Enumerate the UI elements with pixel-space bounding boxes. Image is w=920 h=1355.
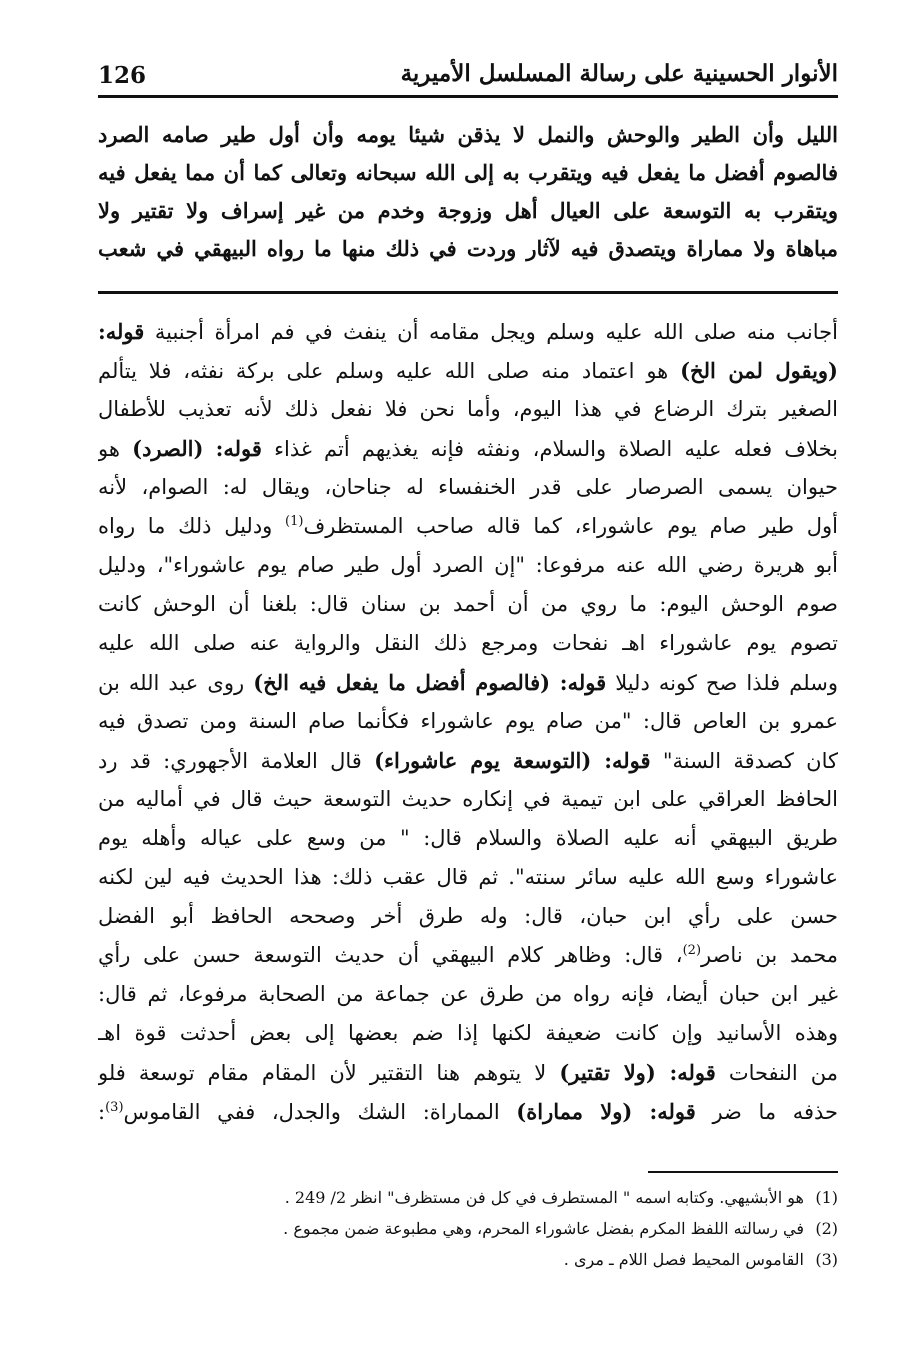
footnote-marker: (3) [105,1100,124,1115]
footnote-separator-rule [648,1171,838,1173]
commentary-segment: غير ابن حبان أيضا، فإنه رواه من طرق عن جماعة من الصحابة مرفوعا، ثم قال: [98,982,838,1006]
commentary-segment: ودليل ذلك ما رواه [98,514,273,538]
commentary-segment: كان كصدقة السنة" [662,749,838,773]
commentary-line [98,741,838,780]
commentary-keyword: قوله: (ولا مماراة) [516,1099,696,1124]
commentary-line [98,312,838,351]
commentary-line [98,546,838,585]
commentary-line [98,1053,838,1092]
commentary-line [98,351,838,390]
commentary-segment: ، قال: وظاهر كلام البيهقي أن حديث التوسعة حسن على رأي [98,943,683,967]
commentary-text [98,312,838,1131]
commentary-line [98,624,838,663]
footnote-number: (2) [815,1219,838,1238]
commentary-segment: صوم الوحش اليوم: ما روي من أن أحمد بن سنان قال: بلغنا أن الوحش كانت [98,592,838,616]
commentary-segment: عاشوراء وسع الله عليه سائر سنته". ثم قال عقب ذلك: هذا الحديث فيه لين لكنه [98,865,838,889]
commentary-segment: هو اعتماد منه صلى الله عليه وسلم على بركة نفثه، فلا يتألم [98,359,669,383]
commentary-line [98,1014,838,1053]
footnotes [98,1182,838,1275]
commentary-segment: قال العلامة الأجهوري: قد رد [98,749,362,773]
matn-line: ويتقرب به التوسعة على العيال أهل وزوجة وخدم من غير إسراف ولا تقتير ولا [98,198,838,223]
commentary-segment: بخلاف فعله عليه الصلاة والسلام، ونفثه فإنه يغذيهم أتم غذاء [274,437,838,461]
footnote-marker: (1) [285,514,304,529]
footnote-item [98,1213,838,1244]
page-number: 126 [98,62,147,89]
commentary-line [98,936,838,975]
footnote-number: (1) [815,1188,838,1207]
commentary-segment: حيوان يسمى الصرصار على قدر الخنفساء له جناحان، ويقال له: الصوام، لأنه [98,475,838,499]
commentary-keyword: قوله: [98,319,145,344]
commentary-line [98,975,838,1014]
commentary-segment: وسلم فلذا صح كونه دليلا [615,671,838,695]
commentary-segment: طريق البيهقي أنه عليه الصلاة والسلام قال: " من وسع على عياله وأهله يوم [98,826,838,850]
footnote-text: في رسالته اللفظ المكرم بفضل عاشوراء المحرم، وهي مطبوعة ضمن مجموع . [283,1219,804,1238]
commentary-segment: : [98,1100,106,1124]
commentary-line [98,858,838,897]
commentary-segment: وهذه الأسانيد وإن كانت ضعيفة لكنها إذا ضم بعضها إلى بعض أحدثت قوة اهـ [98,1021,838,1045]
commentary-line [98,1092,838,1131]
footnote-text: القاموس المحيط فصل اللام ـ مرى . [563,1250,804,1269]
commentary-keyword: قوله: (التوسعة يوم عاشوراء) [374,748,651,773]
commentary-segment: لا يتوهم هنا التقتير لأن المقام مقام توسعة فلو [98,1061,547,1085]
footnote-item [98,1244,838,1275]
footnote-number: (3) [815,1250,838,1269]
commentary-line [98,468,838,507]
matn-text [98,116,838,268]
footnote-item [98,1182,838,1213]
commentary-segment: محمد بن ناصر [701,943,838,967]
commentary-segment: الحافظ العراقي على ابن تيمية في إنكاره حديث التوسعة حيث قال في أماليه من [98,787,838,811]
commentary-segment: روى عبد الله بن [98,671,245,695]
commentary-line [98,702,838,741]
matn-line: الليل وأن الطير والوحش والنمل لا يذقن شيئا يومه وأن أول طير صامه الصرد [98,122,838,147]
commentary-line [98,780,838,819]
commentary-segment: حذفه ما ضر [712,1100,838,1124]
commentary-keyword: (ويقول لمن الخ) [680,358,838,383]
commentary-segment: أبو هريرة رضي الله عنه مرفوعا: "إن الصرد أول طير صام يوم عاشوراء"، ودليل [98,553,838,577]
page-header [98,56,838,96]
commentary-segment: عمرو بن العاص قال: "من صام يوم عاشوراء فكأنما صام السنة ومن تصدق فيه [98,709,838,733]
commentary-segment: تصوم يوم عاشوراء اهـ نفحات ومرجع ذلك النقل والرواية عنه صلى الله عليه [98,631,838,655]
commentary-line [98,663,838,702]
commentary-keyword: قوله: (فالصوم أفضل ما يفعل فيه الخ) [253,670,607,695]
commentary-line [98,390,838,429]
commentary-keyword: قوله: (ولا تقتير) [559,1060,716,1085]
commentary-segment: أجانب منه صلى الله عليه وسلم ويجل مقامه أن ينفث في فم امرأة أجنبية [154,320,838,344]
footnote-text: هو الأبشيهي. وكتابه اسمه " المستطرف في كل فن مستظرف" انظر 2/ 249 . [284,1188,804,1207]
commentary-segment: حسن على رأي ابن حبان، قال: وله طرق أخر وصححه الحافظ أبو الفضل [98,904,838,928]
commentary-line [98,819,838,858]
commentary-line [98,897,838,936]
commentary-line [98,585,838,624]
commentary-segment: الصغير بترك الرضاع في هذا اليوم، وأما نحن فلا نفعل ذلك لأنه تعذيب للأطفال [98,397,838,421]
commentary-line [98,429,838,468]
footnote-marker: (2) [682,943,702,958]
matn-line: فالصوم أفضل ما يفعل فيه ويتقرب به إلى الله سبحانه وتعالى كما أن مما يفعل فيه [98,160,838,185]
matn-separator-rule [98,291,838,294]
matn-line: مباهاة ولا مماراة ويتصدق فيه لآثار وردت في ذلك منها ما رواه البيهقي في شعب [98,236,838,261]
commentary-segment: أول طير صام يوم عاشوراء، كما قاله صاحب المستظرف [303,514,838,538]
commentary-segment: المماراة: الشك والجدل، ففي القاموس [123,1100,500,1124]
running-title: الأنوار الحسينية على رسالة المسلسل الأميرية [400,60,838,87]
commentary-segment: هو [98,437,120,461]
commentary-keyword: (الصرد) [132,436,204,461]
commentary-segment: من النفحات [728,1061,838,1085]
commentary-line [98,507,838,546]
commentary-keyword: قوله: [215,436,262,461]
header-rule [98,95,838,98]
